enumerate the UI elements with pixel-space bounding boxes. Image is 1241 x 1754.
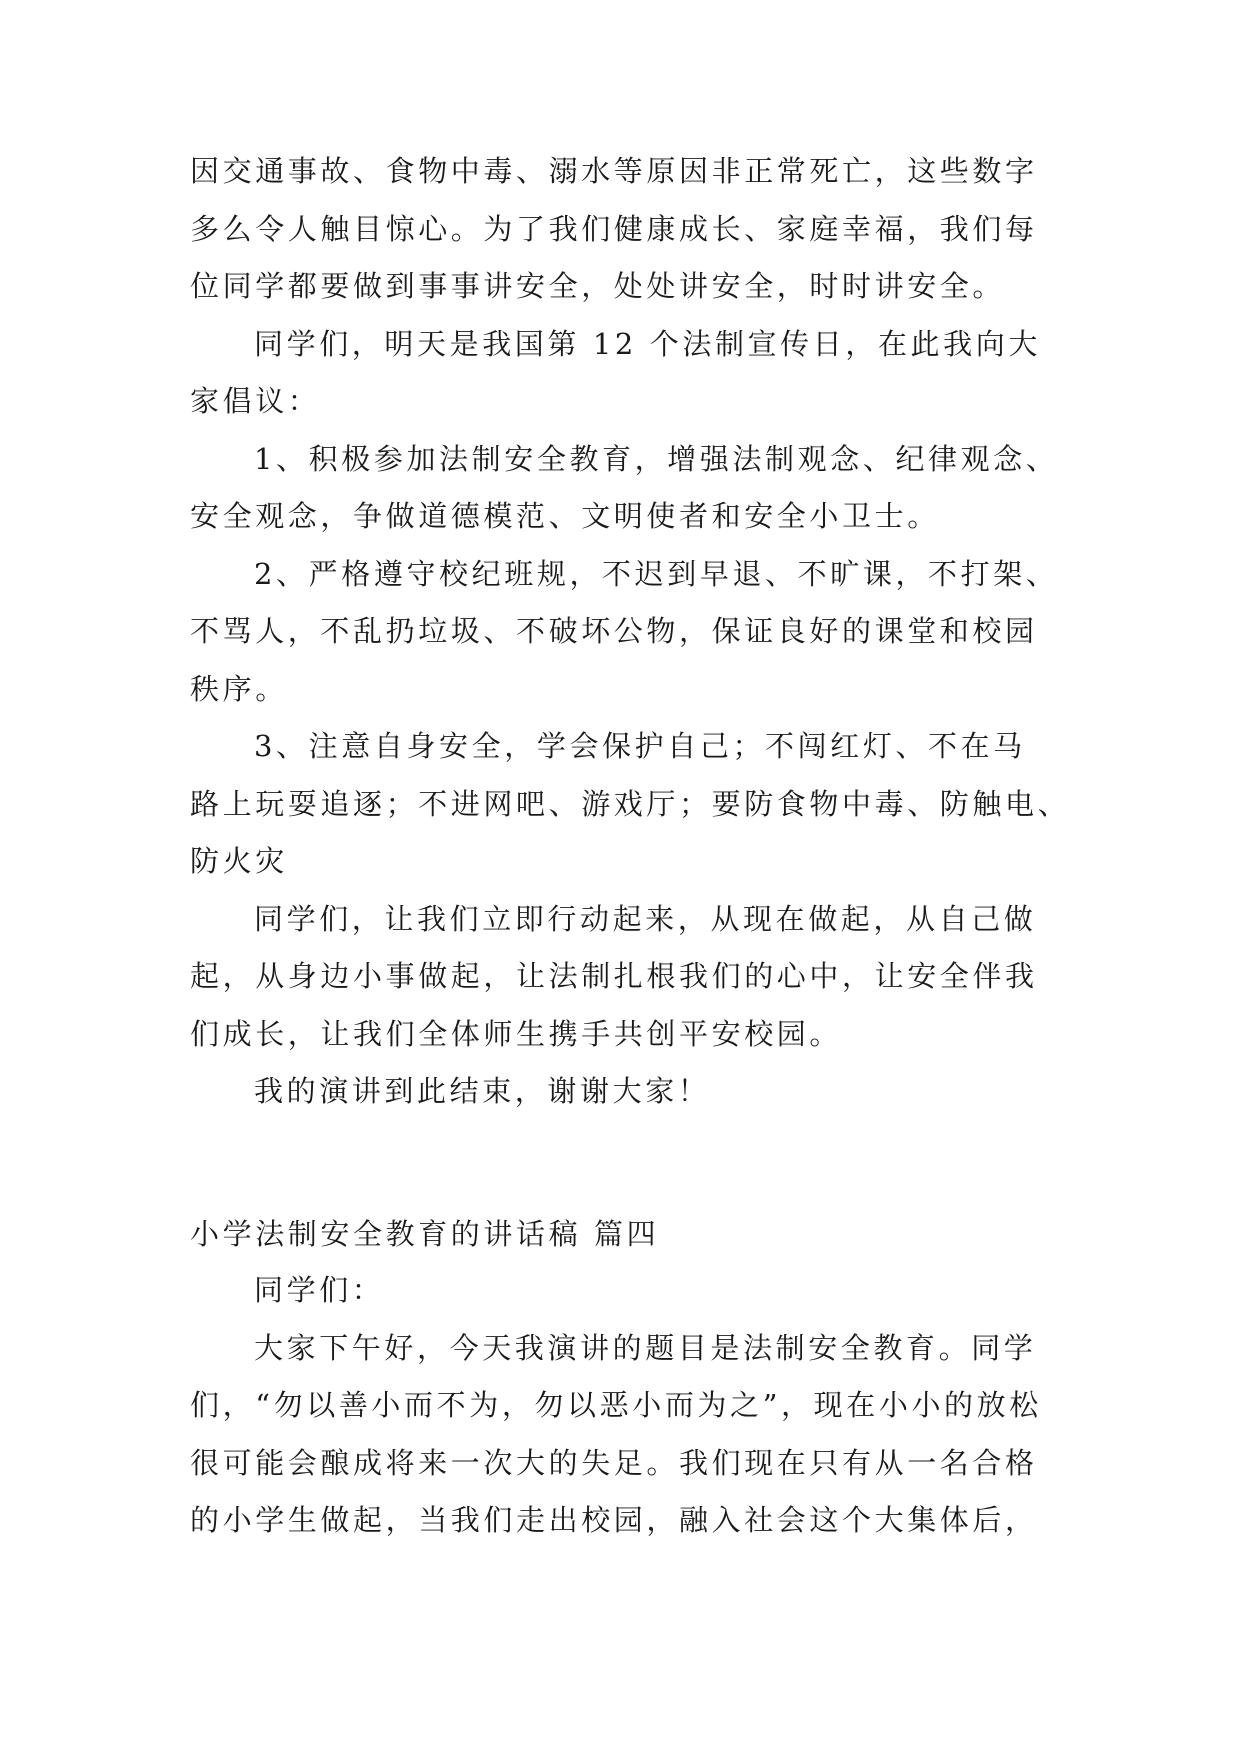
text-line: 们，“勿以善小而不为，勿以恶小而为之”，现在小小的放松 [190, 1388, 1042, 1422]
text-line: 起，从身边小事做起，让法制扎根我们的心中，让安全伴我 [190, 959, 1038, 993]
body-text-block-2 [190, 1262, 1050, 1550]
text-line: 路上玩耍追逐；不进网吧、游戏厅；要防食物中毒、防触电、 [190, 786, 1071, 821]
text-line: 同学们，明天是我国第 12 个法制宣传日，在此我向大 [254, 326, 1041, 361]
text-line: 们成长，让我们全体师生携手共创平安校园。 [190, 1016, 843, 1051]
text-line: 位同学都要做到事事讲安全，处处讲安全，时时讲安全。 [190, 269, 1006, 303]
text-line: 2、严格遵守校纪班规，不迟到早退、不旷课，不打架、 [254, 556, 1059, 591]
text-line: 因交通事故、食物中毒、溺水等原因非正常死亡，这些数字 [190, 154, 1038, 188]
text-line: 1、积极参加法制安全教育，增强法制观念、纪律观念、 [254, 441, 1059, 476]
body-text-block-1 [190, 143, 1071, 1121]
text-line: 防火灾 [190, 844, 288, 878]
text-line: 的小学生做起，当我们走出校园，融入社会这个大集体后， [190, 1503, 1038, 1537]
text-line: 不骂人，不乱扔垃圾、不破坏公物，保证良好的课堂和校园 [190, 614, 1038, 648]
text-line: 大家下午好，今天我演讲的题目是法制安全教育。同学 [254, 1330, 1037, 1365]
text-line: 安全观念，争做道德模范、文明使者和安全小卫士。 [190, 499, 940, 533]
text-line: 同学们： [254, 1273, 385, 1307]
text-line: 我的演讲到此结束，谢谢大家！ [254, 1074, 711, 1108]
text-line: 很可能会酿成将来一次大的失足。我们现在只有从一名合格 [190, 1445, 1038, 1480]
text-line: 同学们，让我们立即行动起来，从现在做起，从自己做 [254, 901, 1037, 936]
text-line: 多么令人触目惊心。为了我们健康成长、家庭幸福，我们每 [190, 211, 1038, 246]
text-line: 3、注意自身安全，学会保护自己；不闯红灯、不在马 [254, 729, 1026, 763]
text-line: 家倡议： [190, 384, 321, 418]
section-title: 小学法制安全教育的讲话稿 篇四 [190, 1217, 660, 1251]
text-line: 秩序。 [190, 671, 288, 706]
